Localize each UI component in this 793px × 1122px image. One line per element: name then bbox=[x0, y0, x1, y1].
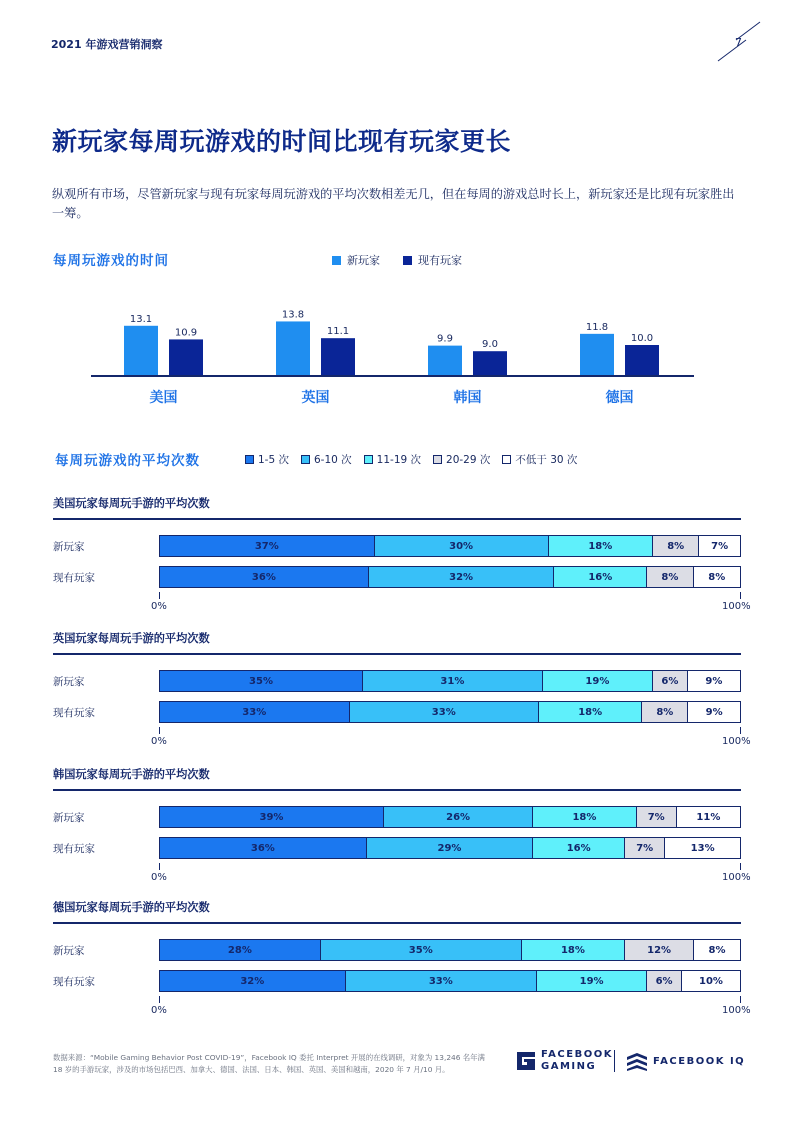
axis-label-0: 0% bbox=[151, 872, 167, 883]
sessions-legend-label-5: 不低于 30 次 bbox=[515, 454, 578, 466]
sessions-row-kr-new bbox=[53, 806, 743, 828]
sessions-legend-label-4: 20-29 次 bbox=[446, 454, 491, 466]
bar-segment-20-29-4: 8% bbox=[653, 536, 699, 556]
bar-segment-30-5: 9% bbox=[688, 702, 740, 722]
facebook-iq-logo-icon bbox=[627, 1053, 647, 1071]
facebook-gaming-logo-line1: FACEBOOK bbox=[541, 1049, 613, 1060]
sessions-row-label: 现有玩家 bbox=[53, 572, 95, 584]
sessions-row-label: 新玩家 bbox=[53, 541, 85, 553]
bar-uk-new bbox=[276, 321, 310, 376]
axis-tick-100 bbox=[740, 863, 741, 870]
axis-label-100: 100% bbox=[722, 872, 751, 883]
sessions-panel-rule bbox=[53, 653, 741, 655]
category-label-kr: 韩国 bbox=[453, 390, 482, 406]
bar-segment-11-19-3: 16% bbox=[533, 838, 625, 858]
bar-segment-20-29-4: 8% bbox=[642, 702, 688, 722]
sessions-row-uk-new bbox=[53, 670, 743, 692]
axis-tick-100 bbox=[740, 996, 741, 1003]
sessions-panel-rule bbox=[53, 789, 741, 791]
bar-value-label-us-existing: 10.9 bbox=[174, 327, 198, 339]
bar-segment-11-19-3: 19% bbox=[537, 971, 647, 991]
sessions-legend-label-1: 1-5 次 bbox=[258, 454, 289, 466]
bar-segment-20-29-4: 12% bbox=[625, 940, 694, 960]
sessions-row-label: 现有玩家 bbox=[53, 976, 95, 988]
sessions-legend bbox=[245, 452, 589, 467]
sessions-panel-title-uk: 英国玩家每周玩手游的平均次数 bbox=[53, 632, 210, 645]
bar-segment-6-10-2: 29% bbox=[367, 838, 534, 858]
axis-label-0: 0% bbox=[151, 1005, 167, 1016]
bar-segment-6-10-2: 30% bbox=[375, 536, 549, 556]
page-title: 新玩家每周玩游戏的时间比现有玩家更长 bbox=[52, 127, 512, 156]
facebook-iq-logo-text: FACEBOOK IQ bbox=[653, 1056, 746, 1067]
bar-segment-6-10-2: 35% bbox=[321, 940, 522, 960]
axis-tick-100 bbox=[740, 727, 741, 734]
sessions-row-us-existing bbox=[53, 566, 743, 588]
legend-item-new-player bbox=[332, 252, 380, 268]
page-number: 7 bbox=[735, 36, 742, 49]
bar-segment-20-29-4: 6% bbox=[647, 971, 682, 991]
bar-segment-6-10-2: 33% bbox=[350, 702, 540, 722]
bar-value-label-uk-new: 13.8 bbox=[281, 309, 305, 321]
bar-segment-30-5: 9% bbox=[688, 671, 740, 691]
sessions-legend-label-3: 11-19 次 bbox=[376, 454, 422, 466]
sessions-row-us-new bbox=[53, 535, 743, 557]
bar-segment-30-5: 10% bbox=[682, 971, 740, 991]
bar-value-label-us-new: 13.1 bbox=[129, 313, 153, 325]
sessions-legend-item-1 bbox=[245, 452, 289, 467]
sessions-axis bbox=[151, 592, 751, 612]
legend-item-existing-player bbox=[403, 252, 462, 268]
bar-de-existing bbox=[625, 345, 659, 376]
category-label-de: 德国 bbox=[605, 390, 634, 406]
bar-segment-20-29-4: 8% bbox=[647, 567, 693, 587]
facebook-gaming-logo-icon bbox=[517, 1052, 535, 1070]
source-note: 数据来源：“Mobile Gaming Behavior Post COVID-19”，Facebook IQ 委托 Interpret 开展的在线调研，对象为 13,246 名年满 18 岁的手游玩家，涉及的市场包括巴西、加拿大、德国、法国、日本、韩国、英国、美国和越南，2020 年 7 月/10 月。 bbox=[53, 1053, 485, 1074]
stacked-bar bbox=[159, 939, 741, 961]
sessions-legend-swatch-1 bbox=[245, 455, 254, 464]
sessions-axis bbox=[151, 863, 751, 883]
bar-segment-6-10-2: 33% bbox=[346, 971, 537, 991]
axis-label-0: 0% bbox=[151, 736, 167, 747]
bar-uk-existing bbox=[321, 338, 355, 376]
legend-label-new-player: 新玩家 bbox=[347, 254, 380, 267]
bar-segment-6-10-2: 31% bbox=[363, 671, 543, 691]
sessions-legend-item-3 bbox=[364, 452, 421, 467]
bar-segment-11-19-3: 18% bbox=[522, 940, 625, 960]
bar-segment-1-5-1: 36% bbox=[160, 567, 369, 587]
sessions-row-de-existing bbox=[53, 970, 743, 992]
bar-kr-existing bbox=[473, 351, 507, 376]
bar-segment-20-29-4: 7% bbox=[625, 838, 665, 858]
axis-label-100: 100% bbox=[722, 1005, 751, 1016]
bar-us-existing bbox=[169, 339, 203, 376]
bar-value-label-uk-existing: 11.1 bbox=[326, 326, 350, 338]
bar-value-label-de-new: 11.8 bbox=[585, 321, 609, 333]
stacked-bar bbox=[159, 970, 741, 992]
axis-label-100: 100% bbox=[722, 736, 751, 747]
sessions-legend-item-2 bbox=[301, 452, 352, 467]
sessions-panel-title-us: 美国玩家每周玩手游的平均次数 bbox=[53, 497, 210, 510]
stacked-bar bbox=[159, 566, 741, 588]
sessions-axis bbox=[151, 727, 751, 747]
bar-kr-new bbox=[428, 346, 462, 376]
stacked-bar bbox=[159, 701, 741, 723]
bar-segment-1-5-1: 28% bbox=[160, 940, 321, 960]
bar-segment-30-5: 8% bbox=[694, 940, 740, 960]
legend-label-existing-player: 现有玩家 bbox=[418, 254, 462, 267]
sessions-panel-title-de: 德国玩家每周玩手游的平均次数 bbox=[53, 901, 210, 914]
bar-segment-1-5-1: 33% bbox=[160, 702, 350, 722]
sessions-panel-title-kr: 韩国玩家每周玩手游的平均次数 bbox=[53, 768, 210, 781]
bar-segment-11-19-3: 18% bbox=[533, 807, 636, 827]
sessions-legend-item-4 bbox=[433, 452, 490, 467]
chart-weekly-time-title: 每周玩游戏的时间 bbox=[53, 253, 169, 269]
bar-segment-20-29-4: 6% bbox=[653, 671, 688, 691]
sessions-panel-kr bbox=[53, 766, 751, 886]
chart-weekly-sessions-title: 每周玩游戏的平均次数 bbox=[55, 453, 200, 469]
bar-segment-11-19-3: 18% bbox=[549, 536, 653, 556]
stacked-bar bbox=[159, 535, 741, 557]
bar-segment-6-10-2: 26% bbox=[384, 807, 533, 827]
sessions-panel-rule bbox=[53, 518, 741, 520]
sessions-row-label: 现有玩家 bbox=[53, 707, 95, 719]
bar-value-label-de-existing: 10.0 bbox=[630, 333, 654, 344]
bar-segment-30-5: 8% bbox=[694, 567, 740, 587]
sessions-row-label: 现有玩家 bbox=[53, 843, 95, 855]
bar-segment-30-5: 11% bbox=[677, 807, 740, 827]
bar-segment-6-10-2: 32% bbox=[369, 567, 555, 587]
sessions-panel-uk bbox=[53, 630, 751, 750]
bar-segment-20-29-4: 7% bbox=[637, 807, 677, 827]
sessions-panel-rule bbox=[53, 922, 741, 924]
bar-segment-1-5-1: 35% bbox=[160, 671, 363, 691]
sessions-legend-item-5 bbox=[502, 452, 577, 467]
sessions-row-label: 新玩家 bbox=[53, 812, 85, 824]
logo-divider bbox=[614, 1050, 615, 1072]
lead-paragraph: 纵观所有市场，尽管新玩家与现有玩家每周玩游戏的平均次数相差无几，但在每周的游戏总时长上，新玩家还是比现有玩家胜出一筹。 bbox=[52, 187, 735, 220]
sessions-legend-swatch-4 bbox=[433, 455, 442, 464]
sessions-legend-label-2: 6-10 次 bbox=[314, 454, 352, 466]
bar-segment-30-5: 13% bbox=[665, 838, 740, 858]
bar-segment-1-5-1: 32% bbox=[160, 971, 346, 991]
bar-segment-1-5-1: 36% bbox=[160, 838, 367, 858]
facebook-gaming-logo bbox=[517, 1049, 613, 1073]
sessions-panel-de bbox=[53, 899, 751, 1019]
category-label-us: 美国 bbox=[149, 390, 178, 406]
stacked-bar bbox=[159, 670, 741, 692]
sessions-axis bbox=[151, 996, 751, 1016]
sessions-row-kr-existing bbox=[53, 837, 743, 859]
legend-swatch-new-player bbox=[332, 256, 341, 265]
sessions-legend-swatch-2 bbox=[301, 455, 310, 464]
sessions-row-label: 新玩家 bbox=[53, 945, 85, 957]
header-title: 2021 年游戏营销洞察 bbox=[51, 38, 163, 51]
bar-de-new bbox=[580, 334, 614, 376]
stacked-bar bbox=[159, 806, 741, 828]
sessions-legend-swatch-5 bbox=[502, 455, 511, 464]
bar-us-new bbox=[124, 326, 158, 376]
bar-value-label-kr-new: 9.9 bbox=[437, 333, 453, 345]
bar-segment-1-5-1: 39% bbox=[160, 807, 384, 827]
bar-segment-30-5: 7% bbox=[699, 536, 740, 556]
legend-swatch-existing-player bbox=[403, 256, 412, 265]
axis-tick-0 bbox=[159, 863, 160, 870]
bar-value-label-kr-existing: 9.0 bbox=[482, 339, 498, 351]
weekly-time-bar-chart bbox=[0, 280, 793, 415]
axis-tick-0 bbox=[159, 592, 160, 599]
sessions-panel-us bbox=[53, 495, 751, 615]
axis-tick-0 bbox=[159, 727, 160, 734]
axis-label-0: 0% bbox=[151, 601, 167, 612]
sessions-row-label: 新玩家 bbox=[53, 676, 85, 688]
bar-segment-1-5-1: 37% bbox=[160, 536, 375, 556]
bar-segment-11-19-3: 19% bbox=[543, 671, 653, 691]
facebook-gaming-logo-line2: GAMING bbox=[541, 1061, 597, 1072]
axis-label-100: 100% bbox=[722, 601, 751, 612]
sessions-legend-swatch-3 bbox=[364, 455, 373, 464]
axis-tick-100 bbox=[740, 592, 741, 599]
sessions-row-uk-existing bbox=[53, 701, 743, 723]
category-label-uk: 英国 bbox=[301, 390, 330, 406]
bar-segment-11-19-3: 18% bbox=[539, 702, 642, 722]
axis-tick-0 bbox=[159, 996, 160, 1003]
bar-segment-11-19-3: 16% bbox=[554, 567, 647, 587]
sessions-row-de-new bbox=[53, 939, 743, 961]
facebook-iq-logo bbox=[627, 1053, 745, 1071]
stacked-bar bbox=[159, 837, 741, 859]
